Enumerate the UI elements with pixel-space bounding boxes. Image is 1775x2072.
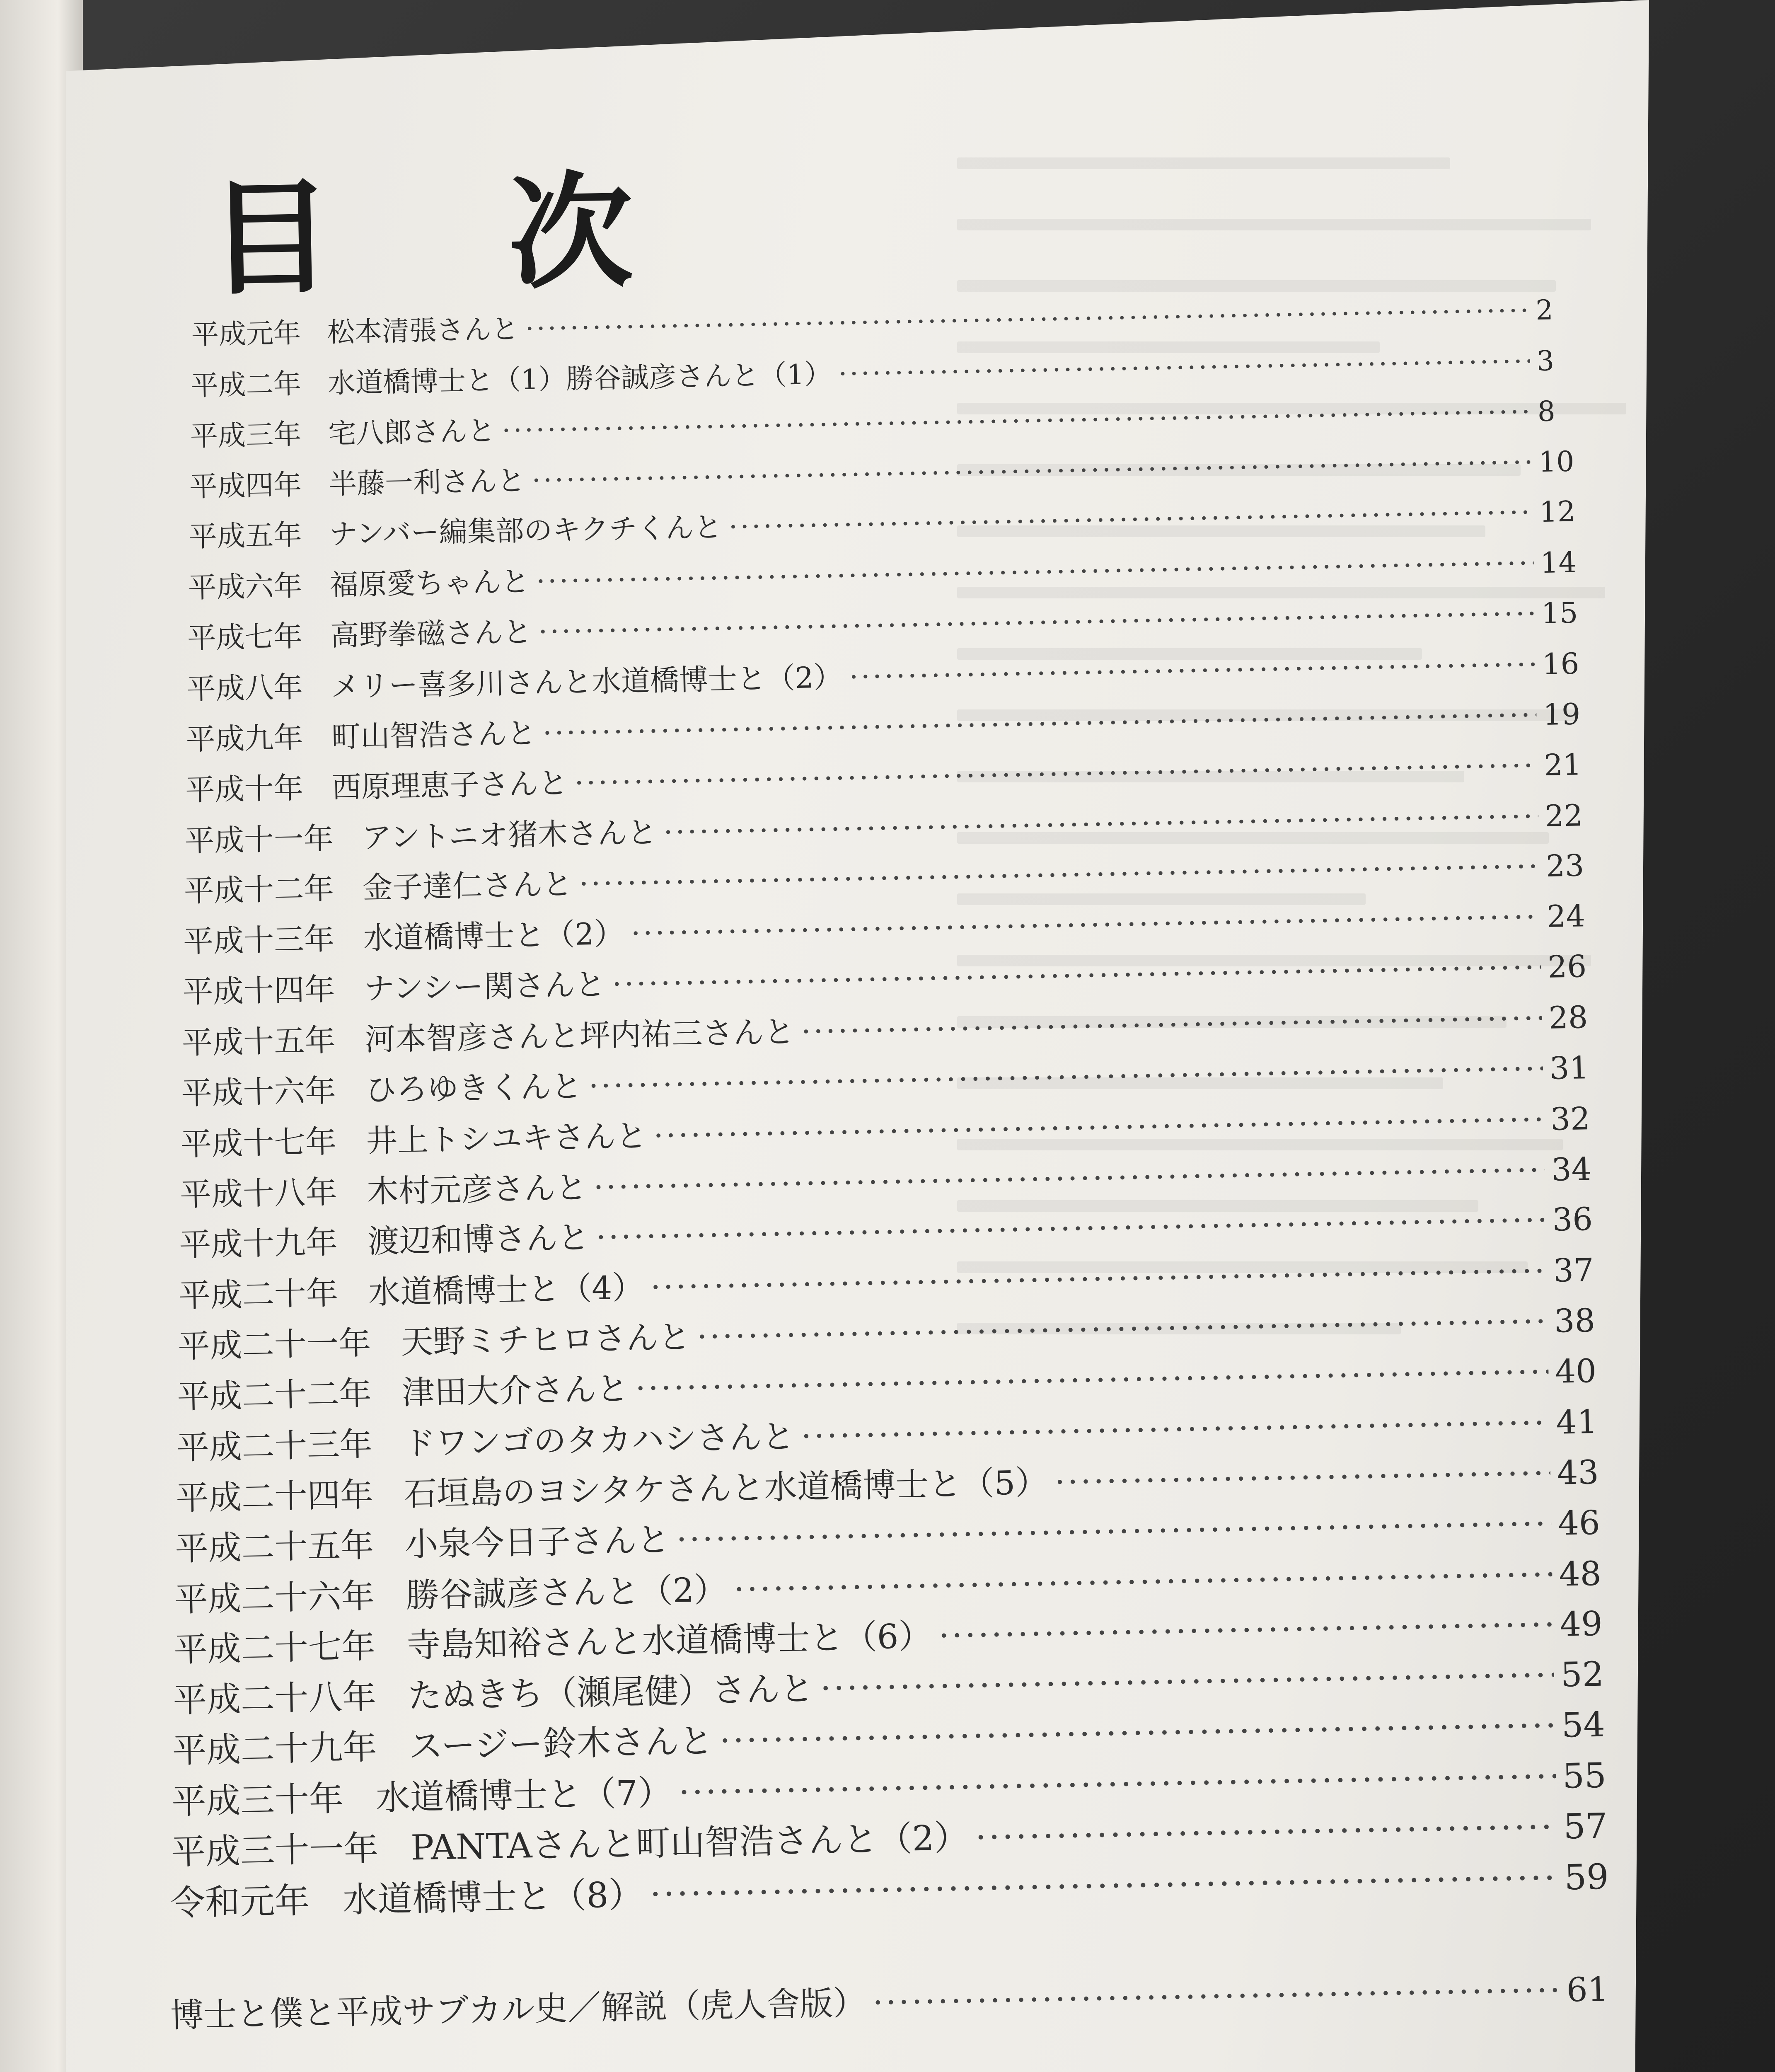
toc-entry-page: 41: [1555, 1402, 1598, 1442]
toc-entry-era: 平成十一年: [184, 821, 334, 859]
toc-commentary-title: 博士と僕と平成サブカル史／解説（虎人舎版）: [170, 1983, 867, 2035]
toc-entry-title: 小泉今日子さんと: [404, 1520, 670, 1564]
toc-entry-title: 高野拳磁さんと: [330, 615, 532, 653]
toc-entry-title: 水道橋博士と（4）: [368, 1269, 644, 1312]
toc-entry-page: 43: [1556, 1452, 1599, 1492]
toc-entry-page: 15: [1541, 596, 1578, 631]
toc-entry-title: 津田大介さんと: [401, 1370, 629, 1412]
toc-entry-era: 平成二十年: [178, 1274, 339, 1315]
toc-entry-page: 22: [1545, 798, 1583, 833]
toc-entry-title: 町山智浩さんと: [331, 716, 537, 754]
toc-entry-era: 平成三年: [189, 418, 302, 453]
toc-entry-era: 平成十七年: [180, 1123, 337, 1163]
toc-entry-title: 水道橋博士と（8）: [342, 1874, 644, 1920]
toc-entry-title: 井上トシユキさんと: [366, 1117, 648, 1159]
toc-entry-title: アントニオ猪木さんと: [361, 815, 658, 855]
toc-entry-title: 河本智彦さんと坪内祐三さんと: [364, 1014, 795, 1058]
toc-entry-page: 36: [1552, 1201, 1593, 1239]
toc-entry-page: 34: [1551, 1151, 1592, 1188]
toc-entry-title: 松本清張さんと: [327, 313, 519, 349]
toc-entry-title: 水道橋博士と（2）: [363, 916, 625, 956]
toc-entry-page: 38: [1554, 1302, 1596, 1340]
toc-commentary-page: 61: [1566, 1970, 1609, 2009]
toc-entry-era: 平成八年: [186, 670, 303, 706]
table-of-contents: [137, 151, 1629, 2041]
toc-entry-era: 平成四年: [189, 468, 302, 503]
toc-list: [139, 284, 1627, 1928]
toc-entry-title: 水道橋博士と（7）: [375, 1772, 672, 1818]
toc-entry-title: 天野ミチヒロさんと: [401, 1318, 691, 1361]
dot-leader: [1054, 1448, 1551, 1508]
toc-entry-title: ひろゆきくんと: [365, 1068, 583, 1109]
toc-entry-era: 平成二十三年: [176, 1425, 373, 1467]
toc-entry-page: 2: [1535, 294, 1554, 327]
toc-entry-title: ナンシー関さんと: [363, 967, 606, 1007]
toc-entry-page: 59: [1564, 1856, 1609, 1898]
toc-entry-era: 平成二十五年: [174, 1526, 375, 1568]
toc-entry-page: 40: [1555, 1352, 1597, 1391]
toc-entry-page: 14: [1540, 546, 1577, 580]
toc-entry-title: 宅八郎さんと: [328, 414, 496, 450]
toc-entry-page: 8: [1537, 395, 1556, 428]
toc-entry-title: 水道橋博士と（1）勝谷誠彦さんと（1）: [327, 358, 832, 399]
toc-entry-title: スージー鈴木さんと: [408, 1721, 713, 1767]
toc-entry-title: PANTAさんと町山智浩さんと（2）: [410, 1817, 969, 1868]
toc-entry-title: ドワンゴのタカハシさんと: [402, 1417, 795, 1463]
toc-entry-page: 23: [1545, 848, 1584, 884]
toc-entry-page: 52: [1560, 1654, 1604, 1695]
toc-entry-era: 平成五年: [188, 518, 302, 554]
toc-entry-page: 28: [1548, 1000, 1588, 1036]
toc-entry-era: 平成十年: [185, 770, 304, 808]
toc-entry-era: 平成二十六年: [174, 1576, 375, 1619]
toc-entry-page: 19: [1543, 697, 1581, 732]
toc-entry-title: 福原愛ちゃんと: [329, 565, 530, 602]
toc-entry-page: 31: [1549, 1050, 1589, 1087]
toc-entry-page: 16: [1542, 646, 1579, 682]
toc-entry-era: 平成十九年: [179, 1224, 338, 1264]
toc-entry-title: 寺島知裕さんと水道橋博士と（6）: [406, 1617, 933, 1665]
toc-entry-title: 木村元彦さんと: [366, 1169, 588, 1210]
toc-entry-era: 平成十八年: [179, 1174, 338, 1213]
toc-entry-page: 10: [1538, 445, 1575, 479]
toc-entry-title: 金子達仁さんと: [362, 867, 573, 906]
toc-entry-era: 平成七年: [187, 620, 303, 655]
toc-entry-page: 12: [1539, 495, 1576, 529]
toc-entry-page: 46: [1557, 1503, 1601, 1543]
toc-entry-era: 平成二十八年: [172, 1677, 377, 1720]
toc-entry-page: 26: [1547, 949, 1587, 985]
toc-entry-page: 32: [1550, 1100, 1591, 1138]
toc-entry-era: 平成二十七年: [173, 1627, 376, 1670]
toc-entry-era: 平成三十年: [171, 1778, 344, 1822]
toc-entry-title: たぬきち（瀬尾健）さんと: [407, 1669, 814, 1716]
toc-heading: 目 次: [207, 157, 701, 312]
toc-entry-era: 平成十三年: [183, 921, 335, 960]
toc-entry-era: 平成十五年: [181, 1022, 336, 1061]
toc-entry-era: 平成十六年: [181, 1072, 336, 1112]
toc-entry-era: 平成二十四年: [175, 1475, 374, 1518]
toc-entry-era: 平成三十一年: [171, 1828, 379, 1873]
toc-entry-page: 21: [1543, 747, 1582, 782]
toc-entry-page: 24: [1546, 898, 1586, 934]
toc-entry-page: 57: [1563, 1806, 1608, 1847]
toc-entry-era: 平成元年: [191, 317, 301, 351]
toc-entry-era: 平成十二年: [184, 871, 334, 909]
toc-entry-page: 55: [1562, 1755, 1607, 1796]
toc-entry-page: 54: [1561, 1705, 1606, 1745]
toc-entry-era: 平成九年: [186, 720, 304, 757]
toc-entry-page: 37: [1553, 1251, 1594, 1290]
toc-entry-title: 西原理恵子さんと: [331, 766, 568, 805]
toc-entry-title: 半藤一利さんと: [328, 464, 526, 501]
toc-entry-era: 平成六年: [188, 569, 303, 605]
toc-entry-title: メリー喜多川さんと水道橋博士と（2）: [330, 660, 843, 704]
toc-entry-era: 平成十四年: [182, 972, 336, 1010]
toc-entry-title: 渡辺和博さんと: [367, 1219, 590, 1261]
toc-entry-page: 3: [1536, 344, 1555, 378]
toc-entry-title: 石垣島のヨシタケさんと水道橋博士と（5）: [403, 1463, 1049, 1513]
toc-entry-era: 令和元年: [170, 1880, 310, 1924]
toc-entry-title: 勝谷誠彦さんと（2）: [405, 1570, 728, 1615]
toc-entry-era: 平成二十九年: [172, 1728, 377, 1771]
toc-entry-era: 平成二十一年: [177, 1324, 371, 1365]
toc-entry-page: 49: [1559, 1604, 1603, 1644]
toc-entry-page: 48: [1558, 1554, 1602, 1594]
toc-entry-era: 平成二年: [190, 367, 302, 402]
toc-entry-era: 平成二十二年: [177, 1375, 372, 1416]
toc-entry-title: ナンバー編集部のキクチくんと: [329, 511, 723, 551]
